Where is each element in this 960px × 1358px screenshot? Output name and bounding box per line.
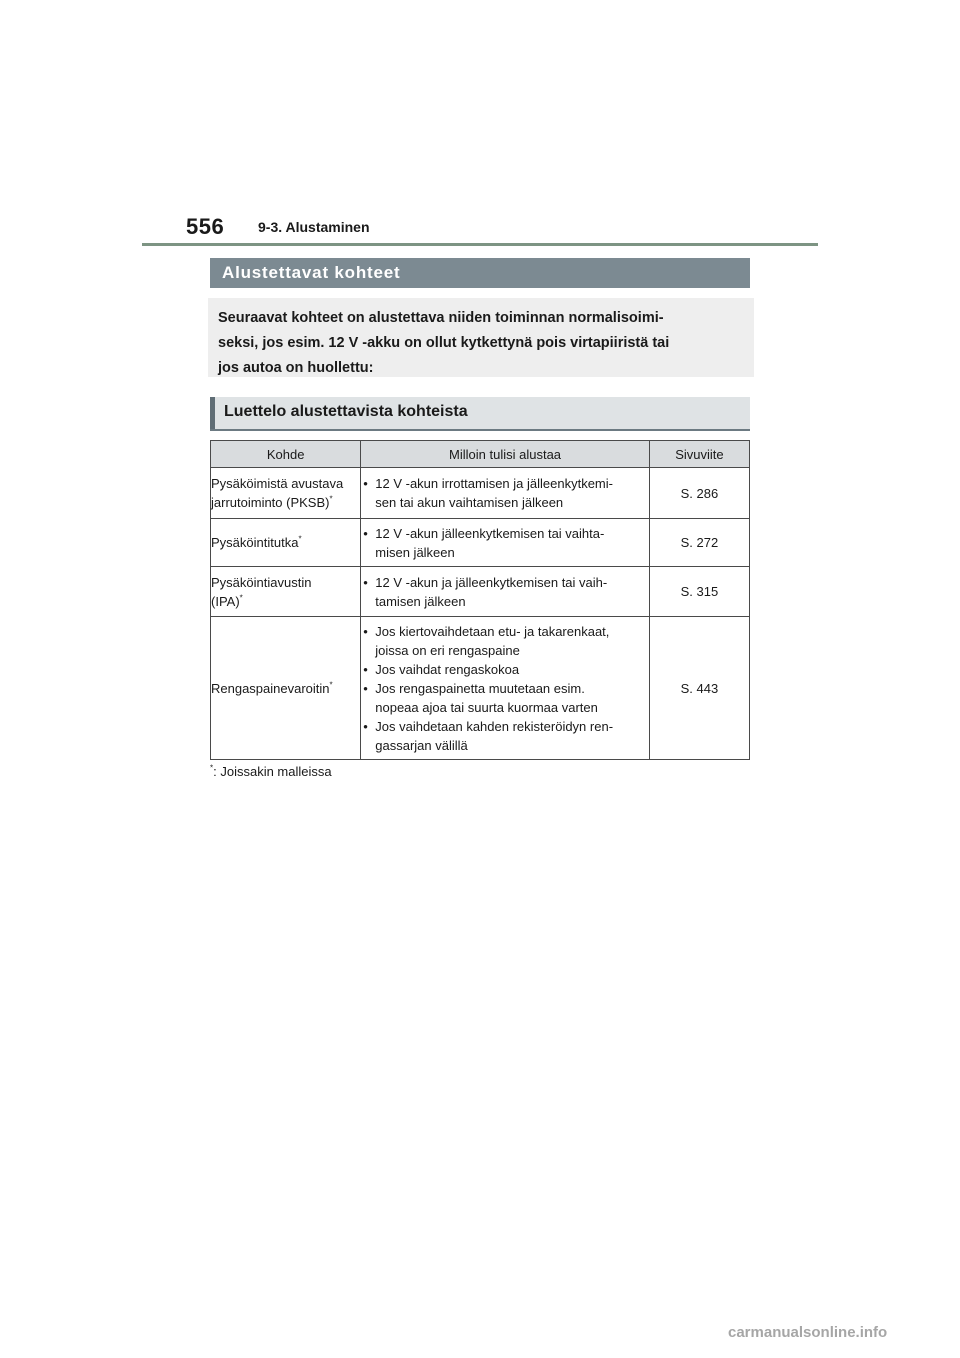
- item-name: Pysäköintitutka: [211, 535, 299, 550]
- footnote-marker: *: [210, 763, 214, 773]
- list-item: • Jos kiertovaihdetaan etu- ja takarenkaat, joissa on eri rengaspaine: [363, 623, 610, 658]
- page-reference: S. 286: [649, 468, 749, 519]
- footnote: [210, 764, 332, 779]
- intro-paragraph: [208, 298, 754, 377]
- when-cell: [361, 468, 650, 519]
- watermark: carmanualsonline.info: [728, 1324, 888, 1341]
- item-name: jarrutoiminto (PKSB): [211, 495, 330, 510]
- item-name: Rengaspainevaroitin: [211, 680, 330, 696]
- bullet-icon: •: [363, 661, 368, 677]
- footnote-text: : Joissakin malleissa: [213, 764, 332, 779]
- table-header-row: [211, 441, 750, 468]
- list-item: • Jos vaihdat rengaskokoa: [363, 661, 520, 677]
- table-row: [211, 567, 750, 617]
- header-reference: Sivuviite: [649, 441, 749, 468]
- bullet-icon: •: [363, 718, 368, 734]
- list-item: • 12 V -akun jälleenkytkemisen tai vaihta- misen jälkeen: [363, 525, 605, 560]
- item-name: (IPA): [211, 593, 240, 609]
- intro-line: jos autoa on huollettu:: [218, 360, 374, 376]
- when-cell: [361, 567, 650, 617]
- intro-line: seksi, jos esim. 12 V -akku on ollut kytkettynä pois virtapiiristä tai: [218, 335, 670, 351]
- when-cell: [361, 617, 650, 760]
- chapter-title: 9-3. Alustaminen: [258, 219, 370, 235]
- list-item: • 12 V -akun irrottamisen ja jälleenkytkemi- sen tai akun vaihtamisen jälkeen: [363, 476, 613, 510]
- header-item: Kohde: [211, 441, 361, 468]
- list-item: • Jos rengaspainetta muutetaan esim. nopeaa ajoa tai suurta kuormaa varten: [363, 680, 598, 715]
- footnote-marker: *: [298, 534, 302, 544]
- page-reference: S. 443: [649, 617, 749, 760]
- when-cell: [361, 519, 650, 567]
- header-rule: [142, 243, 818, 246]
- intro-line: Seuraavat kohteet on alustettava niiden toiminnan normalisoimi-: [218, 310, 664, 326]
- item-cell: [211, 519, 361, 567]
- section-title: Alustettavat kohteet: [210, 258, 750, 288]
- page-reference: S. 272: [649, 519, 749, 567]
- header-when: Milloin tulisi alustaa: [361, 441, 650, 468]
- table-row: [211, 519, 750, 567]
- bullet-icon: •: [363, 525, 368, 541]
- table-row: [211, 617, 750, 760]
- bullet-icon: •: [363, 476, 368, 491]
- table-row: [211, 468, 750, 519]
- item-name: Pysäköimistä avustava: [211, 476, 344, 491]
- bullet-icon: •: [363, 680, 368, 696]
- subsection-title: Luettelo alustettavista kohteista: [210, 397, 750, 429]
- footnote-marker: *: [239, 593, 243, 603]
- initialization-table: [210, 440, 750, 760]
- footnote-marker: *: [329, 494, 333, 504]
- item-cell: [211, 468, 361, 519]
- page-reference: S. 315: [649, 567, 749, 617]
- subsection-underline: [210, 429, 750, 431]
- footnote-marker: *: [329, 680, 333, 690]
- item-cell: [211, 617, 361, 760]
- list-item: • Jos vaihdetaan kahden rekisteröidyn ren- gassarjan välillä: [363, 718, 614, 753]
- list-item: • 12 V -akun ja jälleenkytkemisen tai vaih- tamisen jälkeen: [363, 574, 608, 609]
- item-cell: [211, 567, 361, 617]
- bullet-icon: •: [363, 574, 368, 590]
- page-number: 556: [186, 214, 225, 239]
- item-name: Pysäköintiavustin: [211, 574, 312, 590]
- bullet-icon: •: [363, 623, 368, 639]
